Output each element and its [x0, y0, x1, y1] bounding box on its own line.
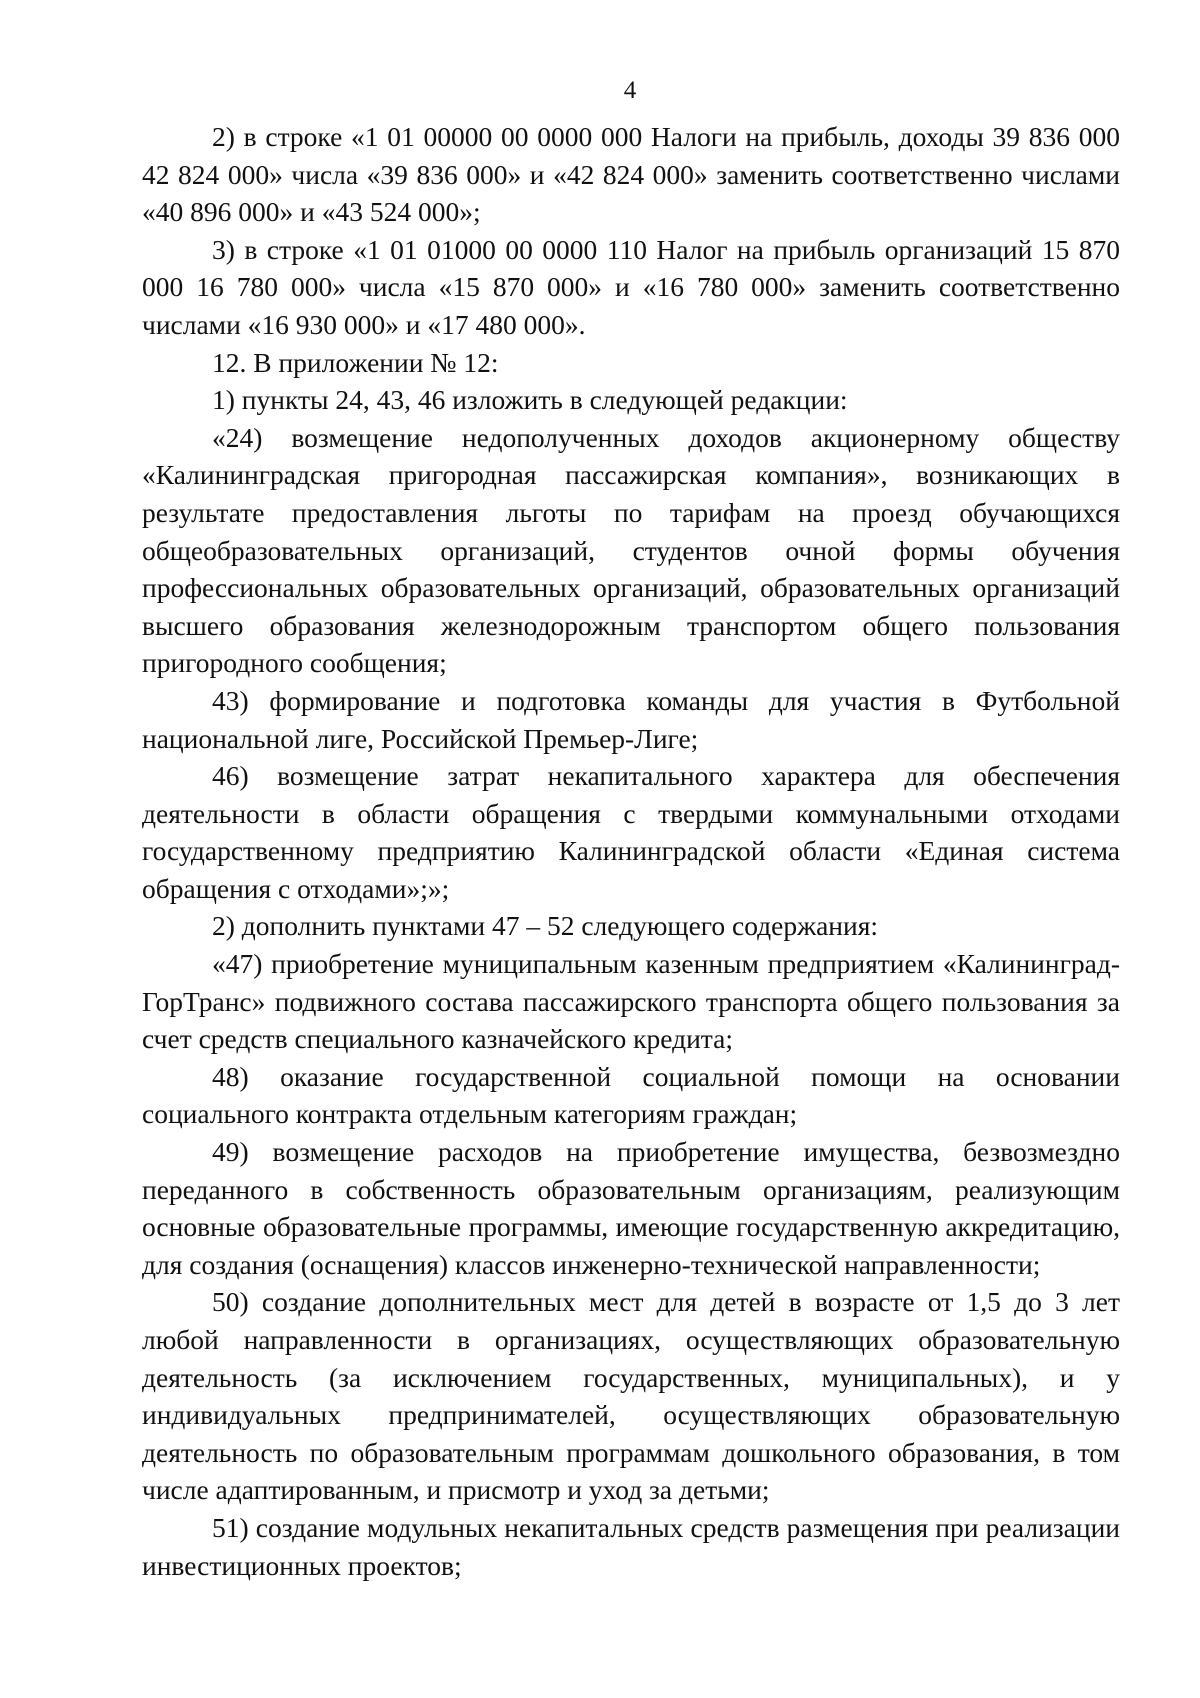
paragraph-point-51: 51) создание модульных некапитальных средств размещения при реализации инвестиционных проектов; [142, 1511, 1120, 1581]
paragraph-subitem-1-restate-points: 1) пункты 24, 43, 46 изложить в следующей редакции: [212, 384, 848, 416]
page-number: 4 [623, 77, 637, 104]
paragraph-subitem-2-add-points: 2) дополнить пунктами 47 – 52 следующего содержания: [212, 910, 879, 942]
paragraph-section-12-appendix: 12. В приложении № 12: [212, 346, 499, 378]
paragraph-point-24: «24) возмещение недополученных доходов акционерному обществу «Калининградская пригородная пассажирская компания», возникающих в результате предоставления льготы по тарифам на проезд обучающихся общеобразовательных организаций, студентов очной формы обучения профессиональных образовательных организаций, образовательных организаций высшего образования железнодорожным транспортом общего пользования пригородного сообщения; [142, 421, 1120, 679]
paragraph-point-43: 43) формирование и подготовка команды для участия в Футбольной национальной лиге, Российской Премьер-Лиге; [142, 684, 1120, 754]
paragraph-point-46: 46) возмещение затрат некапитального характера для обеспечения деятельности в области обращения с твердыми коммунальными отходами государственному предприятию Калининградской области «Единая система обращения с отходами»;»; [142, 760, 1120, 904]
paragraph-point-49: 49) возмещение расходов на приобретение имущества, безвозмездно переданного в собственность образовательным организациям, реализующим основные образовательные программы, имеющие государственную аккредитацию, для создания (оснащения) классов инженерно-технической направленности; [142, 1136, 1120, 1280]
document-body [142, 118, 1120, 1584]
paragraph-point-50: 50) создание дополнительных мест для детей в возрасте от 1,5 до 3 лет любой направленности в организациях, осуществляющих образовательную деятельность (за исключением государственных, муниципальных), и у индивидуальных предпринимателей, осуществляющих образовательную деятельность по образовательным программам дошкольного образования, в том числе адаптированным, и присмотр и уход за детьми; [142, 1286, 1120, 1506]
paragraph-point-47: «47) приобретение муниципальным казенным предприятием «Калининград-ГорТранс» подвижного состава пассажирского транспорта общего пользования за счет средств специального казначейского кредита; [142, 948, 1120, 1055]
paragraph-item-2-row-1-01-00000: 2) в строке «1 01 00000 00 0000 000 Налоги на прибыль, доходы 39 836 000 42 824 000» числа «39 836 000» и «42 824 000» заменить соответственно числами «40 896 000» и «43 524 000»; [142, 121, 1120, 228]
paragraph-point-48: 48) оказание государственной социальной помощи на основании социального контракта отдельным категориям граждан; [142, 1060, 1120, 1130]
paragraph-item-3-row-1-01-01000: 3) в строке «1 01 01000 00 0000 110 Налог на прибыль организаций 15 870 000 16 780 000» числа «15 870 000» и «16 780 000» заменить соответственно числами «16 930 000» и «17 480 000». [142, 233, 1120, 340]
